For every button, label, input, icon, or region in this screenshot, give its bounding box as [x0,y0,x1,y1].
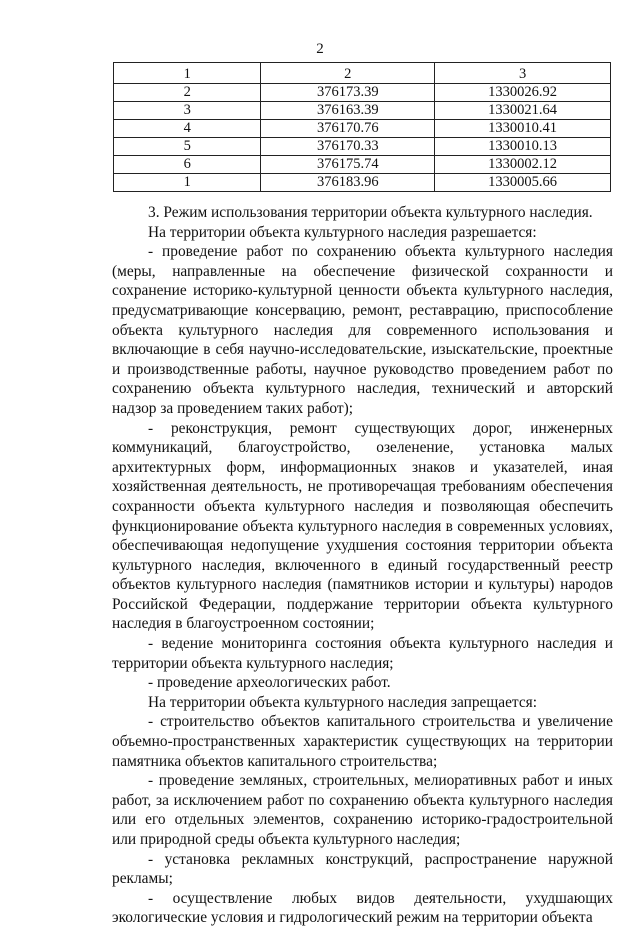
list-item: - реконструкция, ремонт существующих дорог, инженерных коммуникаций, благоустройство, озеленение, установка малых архитектурных форм, информационных знаков и указателей, иная хозяйственная деятельность, не противоречащая требованиям обеспечения сохранности объекта культурного наследия и позволяющая обеспечить функционирование объекта культурного наследия в современных условиях, обеспечивающая недопущение ухудшения состояния территории объекта культурного наследия, включенного в единый государственный реестр объектов культурного наследия (памятников истории и культуры) народов Российской Федерации, поддержание территории объекта культурного наследия в благоустроенном состоянии; [112,419,613,633]
list-item: - проведение археологических работ. [148,674,391,692]
table-cell: 1330005.66 [435,174,611,192]
list-item: - ведение мониторинга состояния объекта культурного наследия и территории объекта культурного наследия; [112,635,613,672]
table-row [114,138,611,156]
paragraph: На территории объекта культурного наследия разрешается: [148,223,537,241]
table-row [114,120,611,138]
table-header-cell: 2 [261,63,435,84]
list-item: - строительство объектов капитального строительства и увеличение объемно-пространственных характеристик существующих на территории памятника объектов капитального строительства; [112,713,613,770]
table-header-cell: 1 [114,63,261,84]
table-row [114,156,611,174]
table-row [114,84,611,102]
table-cell: 5 [114,138,261,156]
table-cell: 376173.39 [261,84,435,102]
table-row [114,102,611,120]
table-cell: 1330002.12 [435,156,611,174]
table-cell: 376170.76 [261,120,435,138]
page-number: 2 [316,41,324,57]
table-cell: 1 [114,174,261,192]
table-cell: 1330021.64 [435,102,611,120]
table-cell: 1330010.41 [435,120,611,138]
table-cell: 1330010.13 [435,138,611,156]
table-header-cell: 3 [435,63,611,84]
table-cell: 376170.33 [261,138,435,156]
table-cell: 376183.96 [261,174,435,192]
table-cell: 3 [114,102,261,120]
coordinates-table [113,62,611,192]
table-cell: 1330026.92 [435,84,611,102]
list-item: - установка рекламных конструкций, распространение наружной рекламы; [112,850,613,888]
list-item: - осуществление любых видов деятельности, ухудшающих экологические условия и гидрологический режим на территории объекта [112,889,613,927]
table-cell: 4 [114,120,261,138]
table-cell: 376175.74 [261,156,435,174]
list-item: - проведение земляных, строительных, мелиоративных работ и иных работ, за исключением работ по сохранению объекта культурного наследия или его отдельных элементов, сохранению историко-градостроительной или природной среды объекта культурного наследия; [112,772,613,848]
table-cell: 2 [114,84,261,102]
table-header-row [114,63,611,84]
document-body [112,203,613,928]
table-cell: 6 [114,156,261,174]
list-item: - проведение работ по сохранению объекта культурного наследия (меры, направленные на обеспечение физической сохранности и сохранение историко-культурной ценности объекта культурного наследия, предусматривающие консервацию, ремонт, реставрацию, приспособление объекта культурного наследия для современного использования и включающие в себя научно-исследовательские, изыскательские, проектные и производственные работы, научное руководство проведением работ по сохранению объекта культурного наследия, технический и авторский надзор за проведением таких работ); [112,243,613,417]
section-heading: 3. Режим использования территории объекта культурного наследия. [148,204,593,221]
table-row [114,174,611,192]
paragraph: На территории объекта культурного наследия запрещается: [148,693,538,711]
table-cell: 376163.39 [261,102,435,120]
